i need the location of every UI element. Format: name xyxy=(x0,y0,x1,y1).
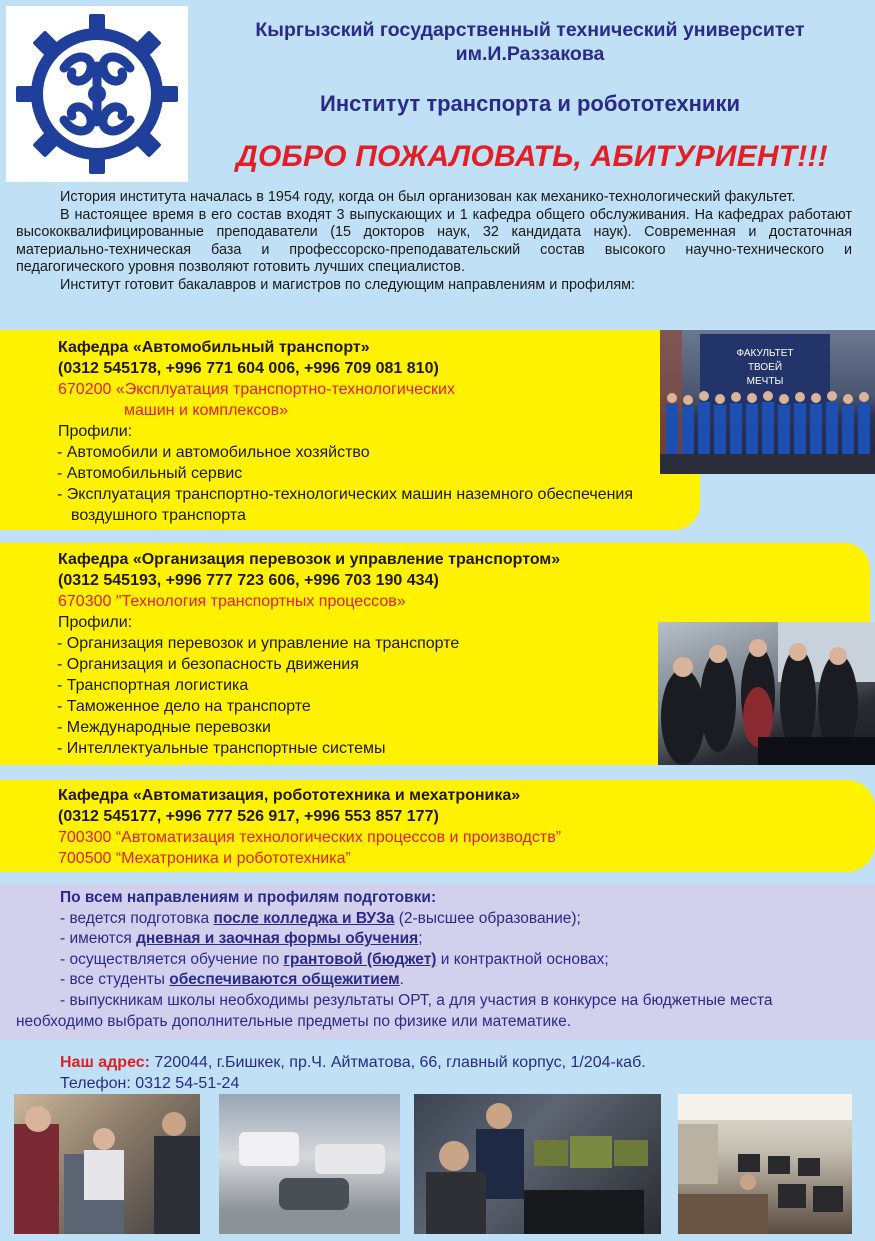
lab-work-photo xyxy=(14,1094,200,1234)
gear-emblem-icon xyxy=(6,6,188,182)
profiles-label: Профили: xyxy=(58,614,133,631)
intro-text: История института началась в 1954 году, когда он был организован как механико-технологический факультет. В настоящее время в его состав входят 3 выпускающих и 1 кафедра общего обслуживания. На кафедрах работают высококвалифицированные преподаватели (15 докторов наук, 32 кандидата наук). Современная и достаточная материально-техническая база и профессорско-преподавательский состав высокого научно-технического и педагогического уровня позволяют готовить лучших специалистов. Институт готовит бакалавров и магистров по следующим направлениям и профилям: xyxy=(16,189,852,293)
specialty-code: 670200 «Эксплуатация транспортно-технологических xyxy=(58,381,455,398)
photo-caption: ТВОЕЙ xyxy=(747,362,783,373)
admission-info-panel xyxy=(0,884,875,1040)
institute-title: Институт транспорта и робототехники xyxy=(320,91,740,116)
specialty-code: машин и комплексов» xyxy=(124,402,288,419)
info-bullet: - все студенты обеспечиваются общежитием. xyxy=(60,971,404,989)
profile-item: - Международные перевозки xyxy=(57,719,271,736)
info-bullet: - ведется подготовка после колледжа и ВУЗа (2-высшее образование); xyxy=(60,909,581,927)
profile-item: воздушного транспорта xyxy=(71,507,246,524)
department-transport-management xyxy=(58,549,560,759)
info-bullet: - осуществляется обучение по грантовой (бюджет) и контрактной основах; xyxy=(60,950,609,968)
students-simulator-photo xyxy=(658,622,875,765)
contact-address xyxy=(60,1052,646,1094)
phone-number: Телефон: 0312 54-51-24 xyxy=(60,1075,240,1092)
specialty-code: 700500 “Мехатроника и робототехника” xyxy=(58,850,351,867)
photo-caption: МЕЧТЫ xyxy=(746,376,784,387)
profiles-label: Профили: xyxy=(58,423,133,440)
profile-item: - Организация и безопасность движения xyxy=(57,656,359,673)
address-label: Наш адрес: xyxy=(60,1054,150,1071)
driving-simulator-photo xyxy=(414,1094,661,1234)
department-name: Кафедра «Организация перевозок и управление транспортом» xyxy=(58,551,561,568)
profile-item: - Эксплуатация транспортно-технологических машин наземного обеспечения xyxy=(57,486,634,503)
department-automobile-transport xyxy=(58,337,633,526)
profile-item: - Таможенное дело на транспорте xyxy=(57,698,311,715)
university-name: Кыргызский государственный технический университет им.И.Раззакова xyxy=(255,19,805,65)
info-bullet: - выпускникам школы необходимы результаты ОРТ, а для участия в конкурсе на бюджетные места необходимо выбрать дополнительные предметы по физике или математике. xyxy=(16,991,773,1030)
specialty-code: 700300 “Автоматизация технологических процессов и производств” xyxy=(58,829,562,846)
profile-item: - Интеллектуальные транспортные системы xyxy=(57,740,386,757)
students-group-photo xyxy=(660,330,875,474)
department-name: Кафедра «Автомобильный транспорт» xyxy=(58,339,370,356)
specialty-code: 670300 "Технология транспортных процессов» xyxy=(58,593,406,610)
department-name: Кафедра «Автоматизация, робототехника и мехатроника» xyxy=(58,787,521,804)
profile-item: - Автомобили и автомобильное хозяйство xyxy=(57,444,370,461)
info-title: По всем направлениям и профилям подготовки: xyxy=(60,889,437,906)
computer-class-photo xyxy=(678,1094,852,1234)
university-logo xyxy=(6,6,188,182)
photo-caption: ФАКУЛЬТЕТ xyxy=(736,348,794,359)
auto-service-workshop-photo xyxy=(219,1094,400,1234)
profile-item: - Автомобильный сервис xyxy=(57,465,243,482)
department-automation-robotics xyxy=(58,785,561,869)
address-text: 720044, г.Бишкек, пр.Ч. Айтматова, 66, главный корпус, 1/204-каб. xyxy=(149,1054,646,1071)
profile-item: - Транспортная логистика xyxy=(57,677,249,694)
department-phones: (0312 545177, +996 777 526 917, +996 553 857 177) xyxy=(58,808,439,825)
department-phones: (0312 545178, +996 771 604 006, +996 709 081 810) xyxy=(58,360,439,377)
info-bullet: - имеются дневная и заочная формы обучения; xyxy=(60,930,423,948)
department-phones: (0312 545193, +996 777 723 606, +996 703 190 434) xyxy=(58,572,439,589)
profile-item: - Организация перевозок и управление на транспорте xyxy=(57,635,460,652)
welcome-heading: ДОБРО ПОЖАЛОВАТЬ, АБИТУРИЕНТ!!! xyxy=(236,140,828,173)
